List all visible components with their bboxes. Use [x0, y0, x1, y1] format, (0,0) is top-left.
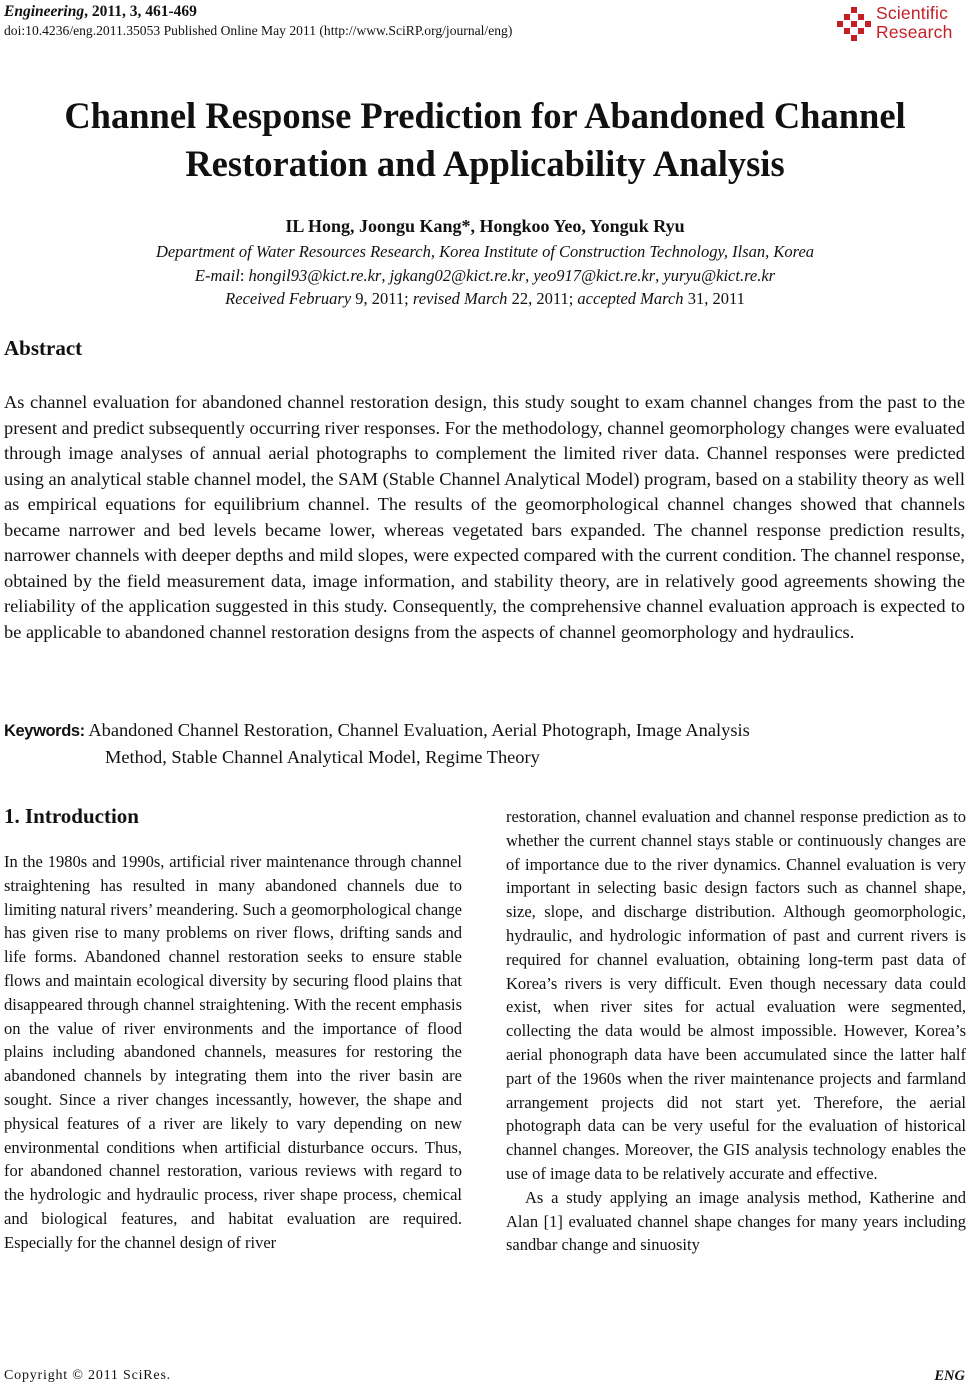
volume-info: , 2011, 3, 461-469 [84, 3, 197, 20]
left-column [4, 850, 462, 1255]
keywords-line-2: Method, Stable Channel Analytical Model, Regime Theory [105, 746, 540, 767]
email-line: E-mail: hongil93@kict.re.kr, jgkang02@kict.re.kr, yeo917@kict.re.kr, yuryu@kict.re.kr [194, 266, 776, 285]
received-date: 9, 2011; [355, 289, 409, 308]
logo-text-line1: Scientific [876, 3, 949, 23]
revised-label: revised March [412, 289, 508, 308]
keywords [4, 718, 965, 770]
email-label: E-mail [194, 266, 240, 285]
keywords-line-1: Abandoned Channel Restoration, Channel Evaluation, Aerial Photograph, Image Analysis [84, 720, 750, 740]
journal-name: Engineering [4, 3, 85, 20]
paper-title [0, 92, 970, 188]
abstract-heading: Abstract [4, 336, 83, 360]
journal-header [4, 2, 512, 40]
accepted-label: accepted March [577, 289, 684, 308]
received-label: Received February [225, 289, 352, 308]
title-line-2: Restoration and Applicability Analysis [185, 143, 785, 184]
email-address: hongil93@kict.re.kr [248, 266, 382, 285]
journal-abbreviation: ENG [934, 1368, 965, 1384]
publication-dates [0, 288, 970, 310]
affiliation: Department of Water Resources Research, Korea Institute of Construction Technology, Ilsan, Korea [155, 242, 815, 261]
abstract-text: As channel evaluation for abandoned channel restoration design, this study sought to exam channel changes from the past to the present and predict subsequently occurring river responses. For the methodology, channel geomorphology changes were evaluated through image analyses of annual aerial photographs to complement the limited river data. Channel responses were predicted using an analytical stable channel model, the SAM (Stable Channel Analytical Model) program, based on a stability theory as well as empirical equations for equilibrium channel. The results of the geomorphological channel changes showed that channels became narrower and bed levels became lower, whereas vegetated bars expanded. The channel response prediction results, narrower channels with deeper depths and mild slopes, were expected compared with the current condition. The channel response, obtained by the field measurement data, image information, and stability theory, are in relatively good agreements showing the reliability of the application suggested in this study. Consequently, the comprehensive channel evaluation approach is expected to be applicable to abandoned channel restoration designs from the aspects of channel geomorphology and hydraulics. [4, 392, 965, 642]
email-address: yuryu@kict.re.kr [663, 266, 776, 285]
publisher-logo [836, 3, 964, 43]
paragraph: restoration, channel evaluation and channel response prediction as to whether the current channel stays stable or continuously changes are of importance due to the river dynamics. Channel evaluation is very important in selecting basic design factors such as channel shape, size, slope, and discharge distribution. Although geomorphologic, hydraulic, and hydrologic information of past and current rivers is required for channel evaluation, obtaining long-term past data of Korea’s rivers is very difficult. Even though necessary data could exist, when river sites for actual evaluation were segmented, collecting the data would be almost impossible. However, Korea’s aerial phonograph data have been accumulated since the latter half part of the 1960s when the river maintenance projects and farmland arrangement projects did not start yet. Therefore, the aerial photograph data can be very useful for the evaluation of historical channel changes. Moreover, the GIS analysis technology enables the use of image data to be relatively accurate and effective. [506, 807, 966, 1183]
keywords-label: Keywords: [4, 722, 85, 740]
accepted-date: 31, 2011 [687, 289, 745, 308]
title-line-1: Channel Response Prediction for Abandoned Channel [64, 95, 906, 136]
logo-text-line2: Research [876, 22, 953, 42]
revised-date: 22, 2011; [511, 289, 574, 308]
section-heading-introduction: 1. Introduction [4, 804, 139, 828]
email-address: jgkang02@kict.re.kr [389, 266, 526, 285]
paragraph: In the 1980s and 1990s, artificial river maintenance through channel straightening has resulted in many abandoned channels due to limiting natural rivers’ meandering. Such a geomorphological change has given rise to many problems on river flows, drifting sands and life forms. Abandoned channel restoration seeks to ensure stable flows and maintain ecological diversity by securing flood plains that disappeared through channel straightening. With the recent emphasis on the value of river environments and the importance of flood plains including abandoned channels, measures for restoring the abandoned channels by integrating them into the river basin are sought. Since a river changes incessantly, however, the shape and physical features of a river are likely to vary depending on new environmental conditions when artificial disturbance occurs. Thus, for abandoned channel restoration, various reviews with regard to the hydrologic and hydraulic process, river shape process, chemical and biological features, and habitat evaluation are required. Especially for the channel design of river [4, 852, 462, 1252]
right-column [506, 805, 966, 1257]
page-footer [4, 1366, 965, 1386]
doi-line: doi:10.4236/eng.2011.35053 Published Online May 2011 (http://www.SciRP.org/journal/eng) [4, 23, 513, 38]
email-address: yeo917@kict.re.kr [533, 266, 656, 285]
author-list: IL Hong, Joongu Kang*, Hongkoo Yeo, Yonguk Ryu [285, 216, 685, 236]
paragraph: As a study applying an image analysis method, Katherine and Alan [1] evaluated channel shape changes for many years including sandbar change and sinuosity [506, 1187, 966, 1255]
logo-icon [836, 7, 872, 41]
copyright: Copyright © 2011 SciRes. [4, 1368, 171, 1383]
journal-citation [4, 2, 512, 22]
